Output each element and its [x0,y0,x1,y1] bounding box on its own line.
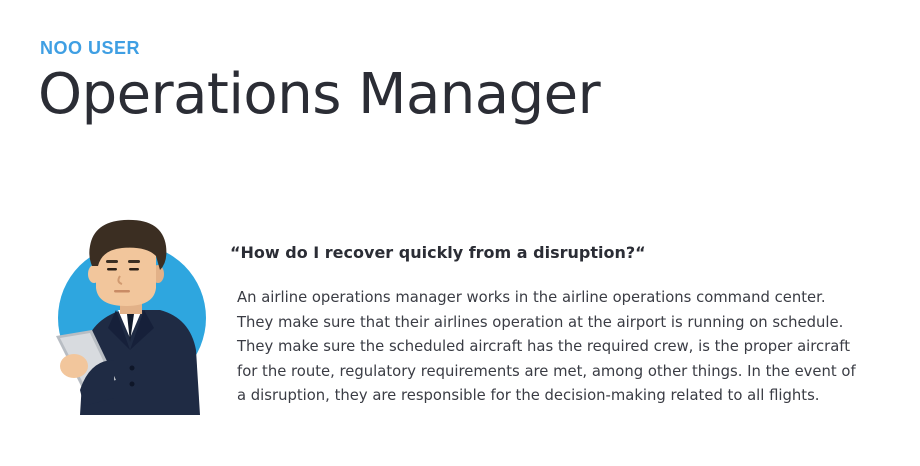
description-line: a disruption, they are responsible for the decision-making related to all flights. [237,387,820,404]
operations-manager-avatar-icon [50,210,220,415]
description-line: They make sure the scheduled aircraft has the required crew, is the proper aircraft [237,338,851,355]
eyebrow-label: NOO USER [40,38,141,58]
persona-description [237,286,907,409]
persona-quote: “How do I recover quickly from a disruption?“ [230,243,646,262]
description-line: An airline operations manager works in the airline operations command center. [237,289,826,306]
page-title: Operations Manager [38,62,601,127]
description-line: They make sure that their airlines operation at the airport is running on schedule. [237,313,844,331]
description-line: for the route, regulatory requirements are met, among other things. In the event of [237,362,856,380]
